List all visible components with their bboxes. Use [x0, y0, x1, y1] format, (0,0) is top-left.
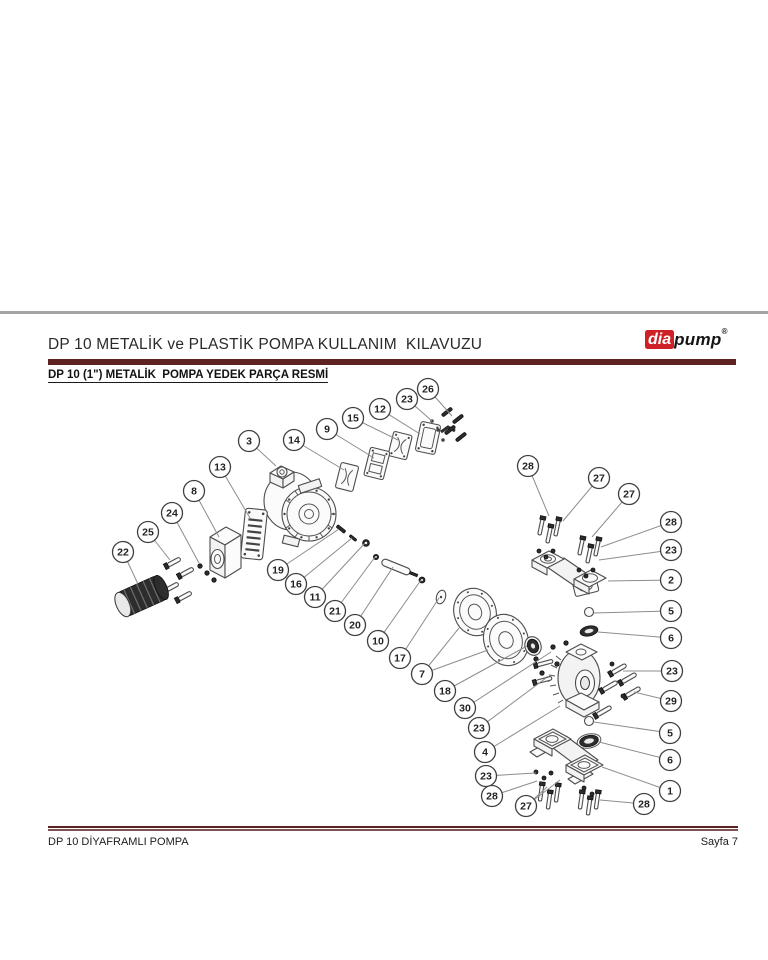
callout-2	[608, 570, 682, 591]
svg-text:12: 12	[374, 403, 386, 416]
svg-text:3: 3	[246, 435, 252, 448]
callout-27	[563, 468, 610, 522]
svg-text:23: 23	[473, 722, 485, 735]
svg-text:23: 23	[480, 770, 492, 783]
part-shaft-20	[381, 558, 419, 579]
svg-text:30: 30	[459, 702, 471, 715]
part-pins-orings	[336, 525, 447, 605]
callout-10	[368, 580, 422, 652]
svg-text:29: 29	[665, 695, 677, 708]
part-valve-plate-15	[388, 431, 412, 460]
part-outer-chamber-4	[549, 644, 600, 717]
svg-text:27: 27	[520, 800, 532, 813]
svg-text:11: 11	[309, 591, 321, 604]
part-gasket-plate-13	[240, 508, 267, 560]
part-ball-5a	[585, 608, 594, 617]
part-seat-6a	[579, 624, 599, 638]
callout-25	[138, 522, 171, 561]
page-footer	[48, 836, 738, 848]
svg-text:21: 21	[329, 605, 341, 618]
svg-text:15: 15	[347, 412, 359, 425]
part-valve-plate-9	[364, 447, 390, 480]
svg-text:23: 23	[401, 393, 413, 406]
svg-text:20: 20	[349, 619, 361, 632]
callout-20	[345, 567, 394, 636]
svg-text:9: 9	[324, 423, 330, 436]
callout-21	[325, 557, 376, 622]
svg-text:18: 18	[439, 685, 451, 698]
svg-text:6: 6	[668, 632, 674, 645]
part-center-body	[264, 466, 336, 547]
callout-22	[113, 542, 139, 585]
logo-dia-box: dia	[645, 330, 674, 349]
footer-page-number: Sayfa 7	[700, 836, 738, 848]
callout-7	[412, 628, 489, 685]
callout-28	[518, 456, 550, 517]
svg-text:28: 28	[638, 798, 650, 811]
logo-pump-text: pump	[674, 330, 722, 349]
footer-left-text: DP 10 DİYAFRAMLI POMPA	[48, 836, 189, 848]
svg-text:22: 22	[117, 546, 129, 559]
svg-text:25: 25	[142, 526, 154, 539]
callout-27	[592, 484, 640, 538]
callout-5	[594, 601, 682, 622]
callout-23	[476, 766, 537, 787]
svg-text:28: 28	[486, 790, 498, 803]
svg-text:5: 5	[668, 605, 674, 618]
svg-text:27: 27	[623, 488, 635, 501]
callout-24	[162, 503, 200, 564]
svg-text:26: 26	[422, 383, 434, 396]
callout-23	[469, 678, 547, 739]
svg-text:2: 2	[668, 574, 674, 587]
svg-text:19: 19	[272, 564, 284, 577]
diagram-parts	[112, 407, 642, 815]
svg-text:4: 4	[482, 746, 488, 759]
callout-26	[418, 379, 453, 417]
svg-text:14: 14	[288, 434, 300, 447]
svg-text:10: 10	[372, 635, 384, 648]
svg-text:28: 28	[665, 516, 677, 529]
part-ball-5b	[585, 717, 594, 726]
part-valve-plate-12	[415, 421, 441, 455]
registered-mark: ®	[721, 327, 728, 336]
callout-3	[239, 431, 277, 467]
svg-text:7: 7	[419, 668, 425, 681]
callout-5	[594, 722, 681, 744]
svg-text:13: 13	[214, 461, 226, 474]
svg-text:1: 1	[667, 785, 673, 798]
svg-text:23: 23	[665, 544, 677, 557]
callout-29	[634, 691, 682, 712]
svg-text:28: 28	[522, 460, 534, 473]
svg-text:8: 8	[191, 485, 197, 498]
callout-6	[598, 628, 682, 649]
callout-17	[390, 598, 440, 669]
part-muffler-22	[112, 573, 172, 619]
callout-28	[600, 794, 655, 815]
callout-8	[184, 481, 220, 538]
part-manifold-block-8	[210, 527, 241, 578]
svg-text:6: 6	[667, 754, 673, 767]
footer-rule-top	[48, 826, 738, 828]
svg-text:5: 5	[667, 727, 673, 740]
callout-6	[599, 742, 681, 771]
callout-13	[210, 457, 251, 519]
footer-rule-bottom	[48, 829, 738, 831]
page-title: DP 10 METALİK ve PLASTİK POMPA KULLANIM KILAVUZU	[48, 336, 483, 353]
svg-text:27: 27	[593, 472, 605, 485]
section-subtitle: DP 10 (1") METALİK POMPA YEDEK PARÇA RESMİ	[48, 369, 329, 381]
svg-text:23: 23	[666, 665, 678, 678]
callout-23	[599, 540, 682, 561]
svg-text:17: 17	[394, 652, 406, 665]
svg-text:24: 24	[166, 507, 178, 520]
svg-text:16: 16	[290, 578, 302, 591]
